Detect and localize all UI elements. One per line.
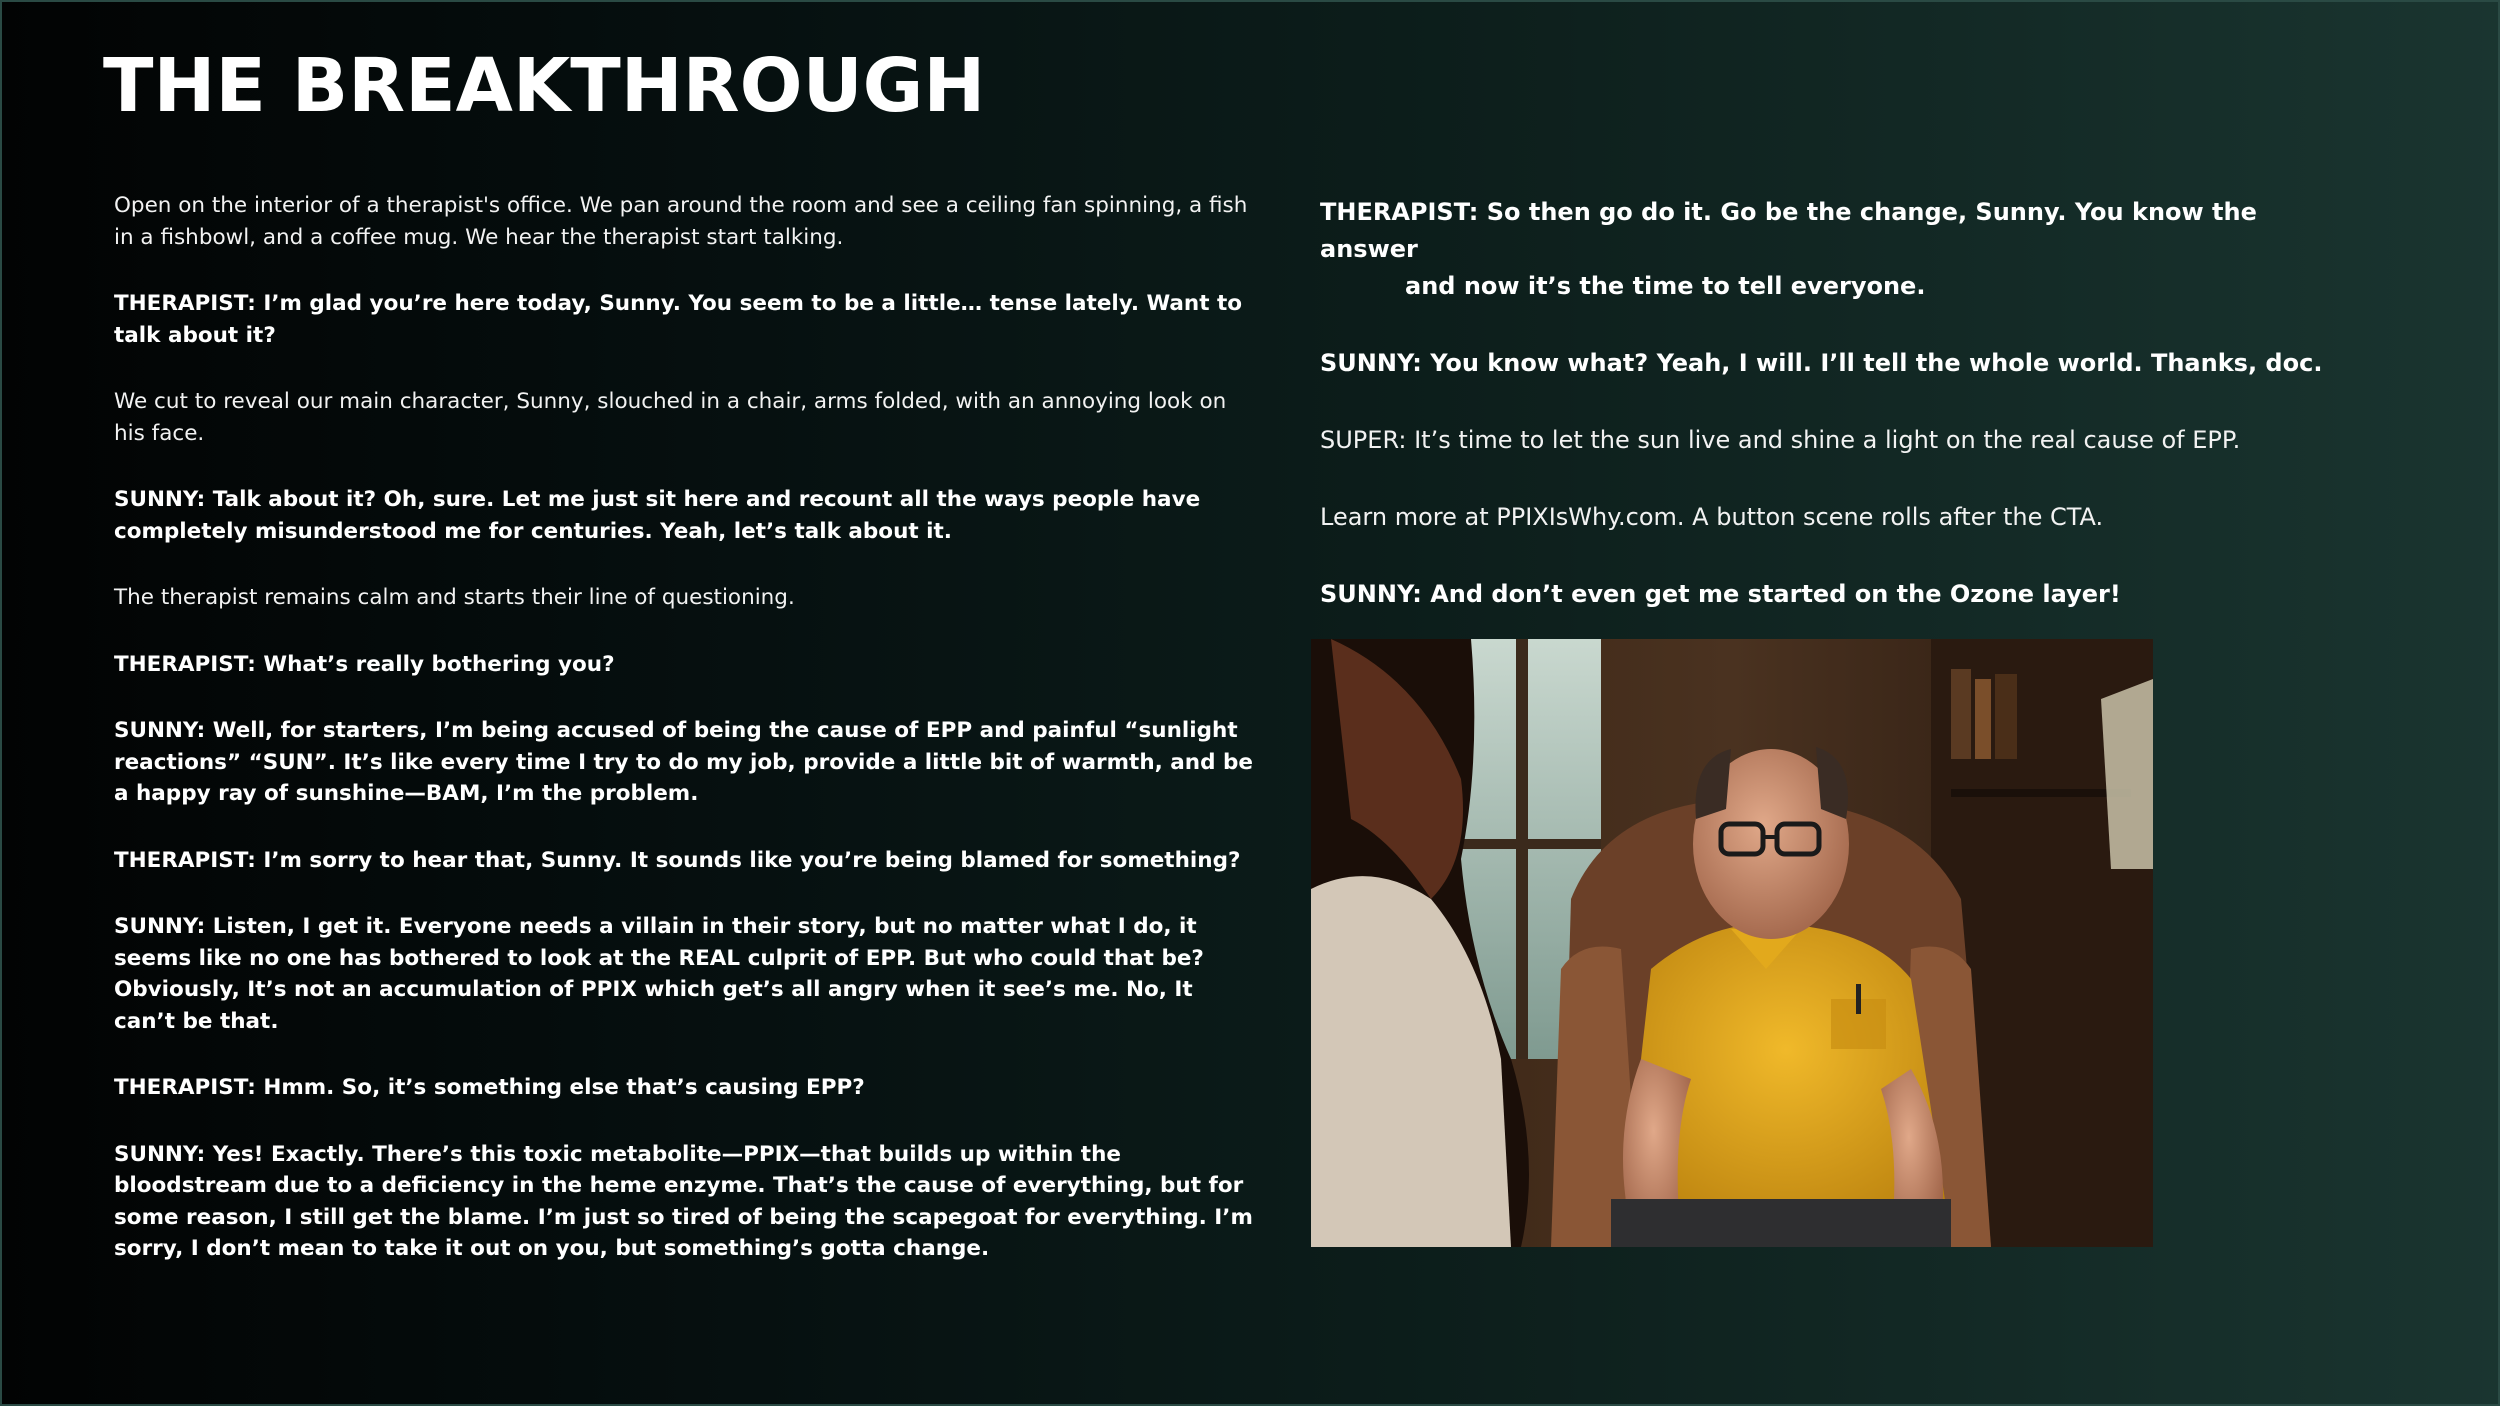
therapist-closing-line: [1320, 194, 2340, 305]
script-dialogue: SUNNY: Listen, I get it. Everyone needs a villain in their story, but no matter what I do, it seems like no one has bothered to look at the REAL culprit of EPP. But who could that be? Obviously, It’s not an accumulation of PPIX which get’s all angry when it see’s me. No, It can’t be that.: [114, 914, 1204, 1034]
sunny-final-line: SUNNY: And don’t even get me started on the Ozone layer!: [1320, 580, 2121, 608]
script-dialogue: SUNNY: Yes! Exactly. There’s this toxic metabolite—PPIX—that builds up within the bloodstream due to a deficiency in the heme enzyme. That’s the cause of everything, but for some reason, I still get the blame. I’m just so tired of being the scapegoat for everything. I’m sorry, I don’t mean to take it out on you, but something’s gotta change.: [114, 1141, 1253, 1261]
sunny-reply: SUNNY: You know what? Yeah, I will. I’ll tell the whole world. Thanks, doc.: [1320, 349, 2323, 377]
slide-title: THE BREAKTHROUGH: [103, 43, 986, 129]
therapy-scene-photo: [1311, 639, 2153, 1247]
script-dialogue: THERAPIST: Hmm. So, it’s something else that’s causing EPP?: [114, 1075, 865, 1100]
super-text: SUPER: It’s time to let the sun live and shine a light on the real cause of EPP.: [1320, 426, 2241, 454]
script-action: Open on the interior of a therapist's office. We pan around the room and see a ceiling fan spinning, a fish in a fishbowl, and a coffee mug. We hear the therapist start talking.: [114, 193, 1248, 250]
therapist-closing-line-2: and now it’s the time to tell everyone.: [1405, 272, 1926, 300]
therapy-scene-illustration: [1311, 639, 2153, 1247]
learn-more-text: Learn more at PPIXIsWhy.com. A button scene rolls after the CTA.: [1320, 503, 2104, 531]
script-dialogue: SUNNY: Talk about it? Oh, sure. Let me just sit here and recount all the ways people have completely misunderstood me for centuries. Yeah, let’s talk about it.: [114, 487, 1201, 544]
script-dialogue: THERAPIST: What’s really bothering you?: [114, 651, 615, 677]
script-dialogue: SUNNY: Well, for starters, I’m being accused of being the cause of EPP and painful “sunlight reactions” “SUN”. It’s like every time I try to do my job, provide a little bit of warmth, and be a happy ray of sunshine—BAM, I’m the problem.: [114, 718, 1253, 806]
script-dialogue: THERAPIST: I’m sorry to hear that, Sunny. It sounds like you’re being blamed for something?: [114, 847, 1241, 873]
script-left-column: [114, 190, 1254, 1300]
therapist-closing-line-1: THERAPIST: So then go do it. Go be the change, Sunny. You know the answer: [1320, 198, 2257, 263]
script-dialogue: THERAPIST: I’m glad you’re here today, Sunny. You seem to be a little… tense lately. Want to talk about it?: [114, 291, 1243, 348]
script-right-column: [1320, 194, 2340, 653]
script-action: The therapist remains calm and starts their line of questioning.: [114, 585, 795, 610]
script-action: We cut to reveal our main character, Sunny, slouched in a chair, arms folded, with an annoying look on his face.: [114, 389, 1227, 446]
